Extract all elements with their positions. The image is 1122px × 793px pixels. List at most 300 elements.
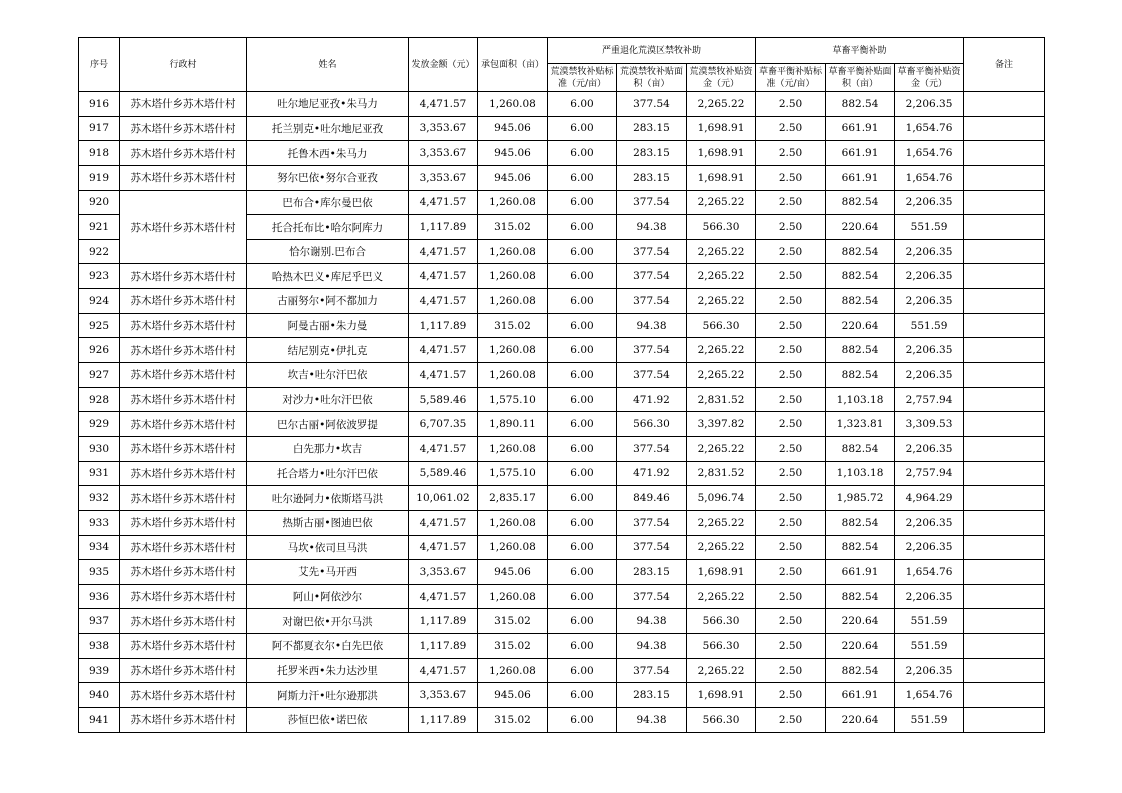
cell-amount: 4,471.57 [409, 239, 478, 264]
cell-seq: 937 [79, 609, 120, 634]
cell-area: 1,260.08 [478, 535, 548, 560]
cell-name: 白先那力•坎吉 [247, 436, 409, 461]
cell-area: 945.06 [478, 683, 548, 708]
cell-note [964, 708, 1045, 733]
cell-desert-money: 566.30 [687, 634, 756, 659]
cell-desert-money: 2,831.52 [687, 461, 756, 486]
cell-note [964, 313, 1045, 338]
cell-desert-area: 283.15 [617, 165, 687, 190]
cell-name: 莎恒巴依•诺巴依 [247, 708, 409, 733]
cell-name: 阿斯力汗•吐尔逊那洪 [247, 683, 409, 708]
cell-village: 苏木塔什乡苏木塔什村 [120, 412, 247, 437]
cell-balance-standard: 2.50 [756, 338, 826, 363]
cell-balance-money: 1,654.76 [895, 560, 964, 585]
cell-balance-area: 882.54 [826, 289, 895, 314]
cell-desert-standard: 6.00 [548, 387, 617, 412]
cell-note [964, 560, 1045, 585]
cell-desert-area: 283.15 [617, 141, 687, 166]
cell-area: 315.02 [478, 708, 548, 733]
cell-desert-money: 1,698.91 [687, 560, 756, 585]
table-row [79, 510, 1045, 535]
header-balance-money: 草畜平衡补贴资金（元） [895, 64, 964, 92]
cell-seq: 936 [79, 584, 120, 609]
cell-seq: 917 [79, 116, 120, 141]
cell-amount: 1,117.89 [409, 313, 478, 338]
cell-area: 315.02 [478, 609, 548, 634]
cell-balance-money: 551.59 [895, 215, 964, 240]
cell-desert-money: 566.30 [687, 313, 756, 338]
cell-name: 恰尔谢别.巴布合 [247, 239, 409, 264]
cell-village: 苏木塔什乡苏木塔什村 [120, 634, 247, 659]
table-row [79, 436, 1045, 461]
cell-area: 1,260.08 [478, 436, 548, 461]
cell-village: 苏木塔什乡苏木塔什村 [120, 92, 247, 117]
cell-desert-standard: 6.00 [548, 609, 617, 634]
cell-note [964, 264, 1045, 289]
cell-balance-area: 882.54 [826, 92, 895, 117]
cell-balance-standard: 2.50 [756, 264, 826, 289]
cell-balance-area: 882.54 [826, 535, 895, 560]
cell-balance-area: 1,103.18 [826, 387, 895, 412]
cell-area: 315.02 [478, 313, 548, 338]
cell-seq: 939 [79, 658, 120, 683]
cell-desert-money: 2,265.22 [687, 289, 756, 314]
cell-balance-area: 661.91 [826, 560, 895, 585]
cell-amount: 1,117.89 [409, 708, 478, 733]
cell-seq: 940 [79, 683, 120, 708]
cell-name: 吐尔地尼亚孜•朱马力 [247, 92, 409, 117]
cell-seq: 941 [79, 708, 120, 733]
cell-balance-standard: 2.50 [756, 313, 826, 338]
cell-name: 托兰别克•吐尔地尼亚孜 [247, 116, 409, 141]
table-row [79, 116, 1045, 141]
cell-seq: 922 [79, 239, 120, 264]
header-area: 承包面积（亩） [478, 38, 548, 92]
cell-balance-area: 882.54 [826, 584, 895, 609]
cell-village: 苏木塔什乡苏木塔什村 [120, 116, 247, 141]
cell-desert-money: 2,265.22 [687, 363, 756, 388]
cell-desert-standard: 6.00 [548, 560, 617, 585]
cell-balance-money: 2,206.35 [895, 363, 964, 388]
cell-desert-area: 94.38 [617, 609, 687, 634]
table-row [79, 412, 1045, 437]
table-row [79, 535, 1045, 560]
header-desert-standard: 荒漠禁牧补贴标准（元/亩） [548, 64, 617, 92]
cell-desert-area: 849.46 [617, 486, 687, 511]
table-row [79, 461, 1045, 486]
header-name: 姓名 [247, 38, 409, 92]
cell-note [964, 510, 1045, 535]
cell-balance-area: 882.54 [826, 239, 895, 264]
table-row [79, 708, 1045, 733]
cell-name: 坎吉•吐尔汗巴依 [247, 363, 409, 388]
cell-note [964, 289, 1045, 314]
subsidy-table [78, 37, 1045, 733]
cell-name: 托鲁木西•朱马力 [247, 141, 409, 166]
cell-balance-standard: 2.50 [756, 486, 826, 511]
cell-desert-area: 283.15 [617, 560, 687, 585]
cell-amount: 3,353.67 [409, 683, 478, 708]
cell-desert-standard: 6.00 [548, 215, 617, 240]
cell-balance-standard: 2.50 [756, 461, 826, 486]
cell-desert-standard: 6.00 [548, 239, 617, 264]
table-row [79, 560, 1045, 585]
cell-balance-standard: 2.50 [756, 436, 826, 461]
cell-desert-money: 1,698.91 [687, 165, 756, 190]
cell-seq: 931 [79, 461, 120, 486]
cell-seq: 916 [79, 92, 120, 117]
cell-balance-area: 661.91 [826, 165, 895, 190]
cell-balance-area: 882.54 [826, 658, 895, 683]
cell-seq: 932 [79, 486, 120, 511]
cell-desert-standard: 6.00 [548, 658, 617, 683]
cell-seq: 925 [79, 313, 120, 338]
cell-balance-area: 882.54 [826, 510, 895, 535]
cell-area: 1,260.08 [478, 363, 548, 388]
cell-village: 苏木塔什乡苏木塔什村 [120, 338, 247, 363]
cell-note [964, 239, 1045, 264]
header-note: 备注 [964, 38, 1045, 92]
cell-area: 1,575.10 [478, 461, 548, 486]
cell-desert-area: 566.30 [617, 412, 687, 437]
cell-note [964, 116, 1045, 141]
cell-seq: 935 [79, 560, 120, 585]
cell-area: 2,835.17 [478, 486, 548, 511]
cell-note [964, 190, 1045, 215]
cell-desert-area: 377.54 [617, 264, 687, 289]
cell-balance-area: 882.54 [826, 363, 895, 388]
cell-seq: 933 [79, 510, 120, 535]
cell-balance-money: 2,206.35 [895, 338, 964, 363]
cell-name: 阿山•阿依沙尔 [247, 584, 409, 609]
cell-village: 苏木塔什乡苏木塔什村 [120, 436, 247, 461]
cell-name: 托合托布比•哈尔阿库力 [247, 215, 409, 240]
cell-note [964, 658, 1045, 683]
cell-village: 苏木塔什乡苏木塔什村 [120, 190, 247, 264]
table-row [79, 190, 1045, 215]
cell-area: 1,260.08 [478, 338, 548, 363]
cell-balance-money: 2,206.35 [895, 92, 964, 117]
cell-note [964, 461, 1045, 486]
cell-desert-area: 377.54 [617, 338, 687, 363]
cell-balance-standard: 2.50 [756, 560, 826, 585]
table-row [79, 584, 1045, 609]
cell-desert-standard: 6.00 [548, 313, 617, 338]
cell-amount: 4,471.57 [409, 584, 478, 609]
cell-balance-area: 882.54 [826, 436, 895, 461]
cell-desert-area: 377.54 [617, 658, 687, 683]
cell-desert-money: 2,265.22 [687, 264, 756, 289]
cell-balance-standard: 2.50 [756, 239, 826, 264]
cell-desert-area: 377.54 [617, 190, 687, 215]
cell-area: 1,260.08 [478, 190, 548, 215]
cell-amount: 3,353.67 [409, 141, 478, 166]
table-row [79, 634, 1045, 659]
cell-amount: 3,353.67 [409, 165, 478, 190]
cell-desert-standard: 6.00 [548, 634, 617, 659]
cell-name: 托罗米西•朱力达沙里 [247, 658, 409, 683]
cell-balance-area: 661.91 [826, 141, 895, 166]
cell-balance-money: 2,206.35 [895, 264, 964, 289]
cell-amount: 4,471.57 [409, 289, 478, 314]
cell-village: 苏木塔什乡苏木塔什村 [120, 584, 247, 609]
cell-area: 1,260.08 [478, 289, 548, 314]
cell-seq: 934 [79, 535, 120, 560]
cell-desert-area: 377.54 [617, 584, 687, 609]
cell-balance-money: 2,206.35 [895, 584, 964, 609]
cell-balance-standard: 2.50 [756, 387, 826, 412]
cell-desert-standard: 6.00 [548, 141, 617, 166]
cell-amount: 4,471.57 [409, 363, 478, 388]
cell-note [964, 412, 1045, 437]
cell-desert-standard: 6.00 [548, 165, 617, 190]
cell-balance-standard: 2.50 [756, 116, 826, 141]
cell-desert-area: 94.38 [617, 634, 687, 659]
cell-note [964, 535, 1045, 560]
cell-desert-area: 377.54 [617, 510, 687, 535]
cell-desert-area: 471.92 [617, 387, 687, 412]
cell-area: 315.02 [478, 215, 548, 240]
cell-desert-area: 471.92 [617, 461, 687, 486]
cell-seq: 918 [79, 141, 120, 166]
cell-balance-money: 1,654.76 [895, 165, 964, 190]
cell-desert-standard: 6.00 [548, 683, 617, 708]
cell-area: 945.06 [478, 560, 548, 585]
cell-note [964, 683, 1045, 708]
header-balance-area: 草畜平衡补贴面积（亩） [826, 64, 895, 92]
cell-balance-standard: 2.50 [756, 683, 826, 708]
cell-seq: 921 [79, 215, 120, 240]
cell-desert-money: 2,265.22 [687, 658, 756, 683]
cell-village: 苏木塔什乡苏木塔什村 [120, 289, 247, 314]
table-row [79, 387, 1045, 412]
cell-village: 苏木塔什乡苏木塔什村 [120, 658, 247, 683]
cell-balance-money: 2,206.35 [895, 190, 964, 215]
table-row [79, 609, 1045, 634]
cell-desert-standard: 6.00 [548, 436, 617, 461]
cell-desert-standard: 6.00 [548, 708, 617, 733]
table-row [79, 658, 1045, 683]
cell-village: 苏木塔什乡苏木塔什村 [120, 461, 247, 486]
cell-desert-money: 2,265.22 [687, 535, 756, 560]
table-row [79, 363, 1045, 388]
cell-area: 1,260.08 [478, 264, 548, 289]
cell-name: 巴布合•库尔曼巴依 [247, 190, 409, 215]
cell-desert-area: 377.54 [617, 436, 687, 461]
cell-note [964, 338, 1045, 363]
cell-desert-standard: 6.00 [548, 412, 617, 437]
cell-name: 努尔巴依•努尔合亚孜 [247, 165, 409, 190]
cell-balance-standard: 2.50 [756, 708, 826, 733]
cell-village: 苏木塔什乡苏木塔什村 [120, 535, 247, 560]
cell-balance-area: 882.54 [826, 338, 895, 363]
cell-village: 苏木塔什乡苏木塔什村 [120, 363, 247, 388]
cell-balance-area: 220.64 [826, 215, 895, 240]
cell-desert-standard: 6.00 [548, 510, 617, 535]
cell-balance-area: 882.54 [826, 264, 895, 289]
cell-seq: 927 [79, 363, 120, 388]
cell-desert-standard: 6.00 [548, 486, 617, 511]
cell-village: 苏木塔什乡苏木塔什村 [120, 486, 247, 511]
cell-name: 哈热木巴义•库尼乎巴义 [247, 264, 409, 289]
cell-seq: 929 [79, 412, 120, 437]
cell-amount: 5,589.46 [409, 387, 478, 412]
cell-seq: 926 [79, 338, 120, 363]
cell-desert-standard: 6.00 [548, 264, 617, 289]
cell-amount: 1,117.89 [409, 609, 478, 634]
table-row [79, 486, 1045, 511]
cell-amount: 4,471.57 [409, 436, 478, 461]
cell-desert-standard: 6.00 [548, 584, 617, 609]
cell-name: 阿不都夏衣尔•白先巴依 [247, 634, 409, 659]
cell-amount: 10,061.02 [409, 486, 478, 511]
cell-desert-money: 2,265.22 [687, 510, 756, 535]
cell-balance-standard: 2.50 [756, 165, 826, 190]
cell-village: 苏木塔什乡苏木塔什村 [120, 264, 247, 289]
header-amount: 发放金额（元） [409, 38, 478, 92]
cell-amount: 4,471.57 [409, 658, 478, 683]
cell-note [964, 486, 1045, 511]
cell-name: 马坎•依司旦马洪 [247, 535, 409, 560]
cell-desert-area: 283.15 [617, 683, 687, 708]
cell-balance-area: 220.64 [826, 313, 895, 338]
cell-note [964, 634, 1045, 659]
cell-balance-money: 1,654.76 [895, 141, 964, 166]
cell-balance-standard: 2.50 [756, 141, 826, 166]
cell-name: 古丽努尔•阿不都加力 [247, 289, 409, 314]
cell-note [964, 215, 1045, 240]
cell-balance-standard: 2.50 [756, 363, 826, 388]
cell-seq: 920 [79, 190, 120, 215]
cell-balance-area: 882.54 [826, 190, 895, 215]
cell-seq: 919 [79, 165, 120, 190]
cell-seq: 938 [79, 634, 120, 659]
cell-amount: 4,471.57 [409, 338, 478, 363]
header-desert-area: 荒漠禁牧补贴面积（亩） [617, 64, 687, 92]
table-row [79, 264, 1045, 289]
cell-note [964, 584, 1045, 609]
cell-desert-area: 377.54 [617, 239, 687, 264]
cell-desert-area: 377.54 [617, 92, 687, 117]
cell-amount: 4,471.57 [409, 92, 478, 117]
table-row [79, 338, 1045, 363]
cell-desert-money: 2,265.22 [687, 584, 756, 609]
cell-desert-money: 1,698.91 [687, 116, 756, 141]
cell-desert-money: 5,096.74 [687, 486, 756, 511]
cell-desert-money: 2,265.22 [687, 92, 756, 117]
header-desert-money: 荒漠禁牧补贴资金（元） [687, 64, 756, 92]
cell-balance-money: 2,206.35 [895, 239, 964, 264]
cell-note [964, 363, 1045, 388]
cell-desert-standard: 6.00 [548, 461, 617, 486]
cell-balance-area: 220.64 [826, 609, 895, 634]
cell-desert-standard: 6.00 [548, 535, 617, 560]
header-desert-group: 严重退化荒漠区禁牧补助 [548, 38, 756, 64]
cell-balance-money: 551.59 [895, 634, 964, 659]
cell-village: 苏木塔什乡苏木塔什村 [120, 683, 247, 708]
cell-village: 苏木塔什乡苏木塔什村 [120, 609, 247, 634]
table-row [79, 289, 1045, 314]
cell-seq: 930 [79, 436, 120, 461]
cell-area: 315.02 [478, 634, 548, 659]
cell-balance-area: 220.64 [826, 634, 895, 659]
cell-balance-money: 2,206.35 [895, 289, 964, 314]
cell-balance-standard: 2.50 [756, 609, 826, 634]
header-balance-standard: 草畜平衡补贴标准（元/亩） [756, 64, 826, 92]
cell-amount: 4,471.57 [409, 535, 478, 560]
cell-name: 艾先•马开西 [247, 560, 409, 585]
cell-note [964, 609, 1045, 634]
cell-balance-money: 2,206.35 [895, 436, 964, 461]
cell-balance-money: 2,206.35 [895, 535, 964, 560]
cell-amount: 4,471.57 [409, 190, 478, 215]
cell-village: 苏木塔什乡苏木塔什村 [120, 708, 247, 733]
cell-name: 热斯古丽•图迪巴依 [247, 510, 409, 535]
cell-name: 阿曼古丽•朱力曼 [247, 313, 409, 338]
cell-desert-standard: 6.00 [548, 116, 617, 141]
cell-balance-money: 1,654.76 [895, 116, 964, 141]
cell-amount: 3,353.67 [409, 560, 478, 585]
cell-balance-money: 551.59 [895, 313, 964, 338]
cell-name: 对沙力•吐尔汗巴依 [247, 387, 409, 412]
cell-area: 1,575.10 [478, 387, 548, 412]
cell-balance-area: 1,985.72 [826, 486, 895, 511]
cell-balance-money: 2,757.94 [895, 461, 964, 486]
cell-area: 1,260.08 [478, 510, 548, 535]
cell-amount: 3,353.67 [409, 116, 478, 141]
table-row [79, 683, 1045, 708]
cell-desert-money: 2,265.22 [687, 190, 756, 215]
cell-note [964, 436, 1045, 461]
table-row [79, 141, 1045, 166]
cell-village: 苏木塔什乡苏木塔什村 [120, 560, 247, 585]
cell-balance-money: 3,309.53 [895, 412, 964, 437]
table-row [79, 165, 1045, 190]
cell-balance-standard: 2.50 [756, 510, 826, 535]
cell-desert-area: 377.54 [617, 363, 687, 388]
cell-balance-money: 2,757.94 [895, 387, 964, 412]
cell-desert-money: 1,698.91 [687, 141, 756, 166]
cell-desert-money: 1,698.91 [687, 683, 756, 708]
cell-desert-money: 2,831.52 [687, 387, 756, 412]
header-balance-group: 草畜平衡补助 [756, 38, 964, 64]
cell-amount: 5,589.46 [409, 461, 478, 486]
cell-desert-standard: 6.00 [548, 363, 617, 388]
cell-amount: 4,471.57 [409, 510, 478, 535]
cell-amount: 6,707.35 [409, 412, 478, 437]
header-seq: 序号 [79, 38, 120, 92]
cell-desert-money: 2,265.22 [687, 436, 756, 461]
cell-area: 1,890.11 [478, 412, 548, 437]
cell-balance-money: 551.59 [895, 708, 964, 733]
cell-balance-money: 2,206.35 [895, 510, 964, 535]
cell-desert-money: 2,265.22 [687, 239, 756, 264]
cell-balance-standard: 2.50 [756, 92, 826, 117]
cell-desert-area: 283.15 [617, 116, 687, 141]
cell-village: 苏木塔什乡苏木塔什村 [120, 165, 247, 190]
cell-balance-area: 220.64 [826, 708, 895, 733]
cell-seq: 928 [79, 387, 120, 412]
cell-area: 945.06 [478, 165, 548, 190]
cell-balance-money: 4,964.29 [895, 486, 964, 511]
table-row [79, 313, 1045, 338]
cell-amount: 1,117.89 [409, 634, 478, 659]
cell-area: 1,260.08 [478, 239, 548, 264]
cell-balance-area: 661.91 [826, 683, 895, 708]
cell-desert-area: 377.54 [617, 289, 687, 314]
cell-balance-money: 2,206.35 [895, 658, 964, 683]
cell-desert-money: 2,265.22 [687, 338, 756, 363]
